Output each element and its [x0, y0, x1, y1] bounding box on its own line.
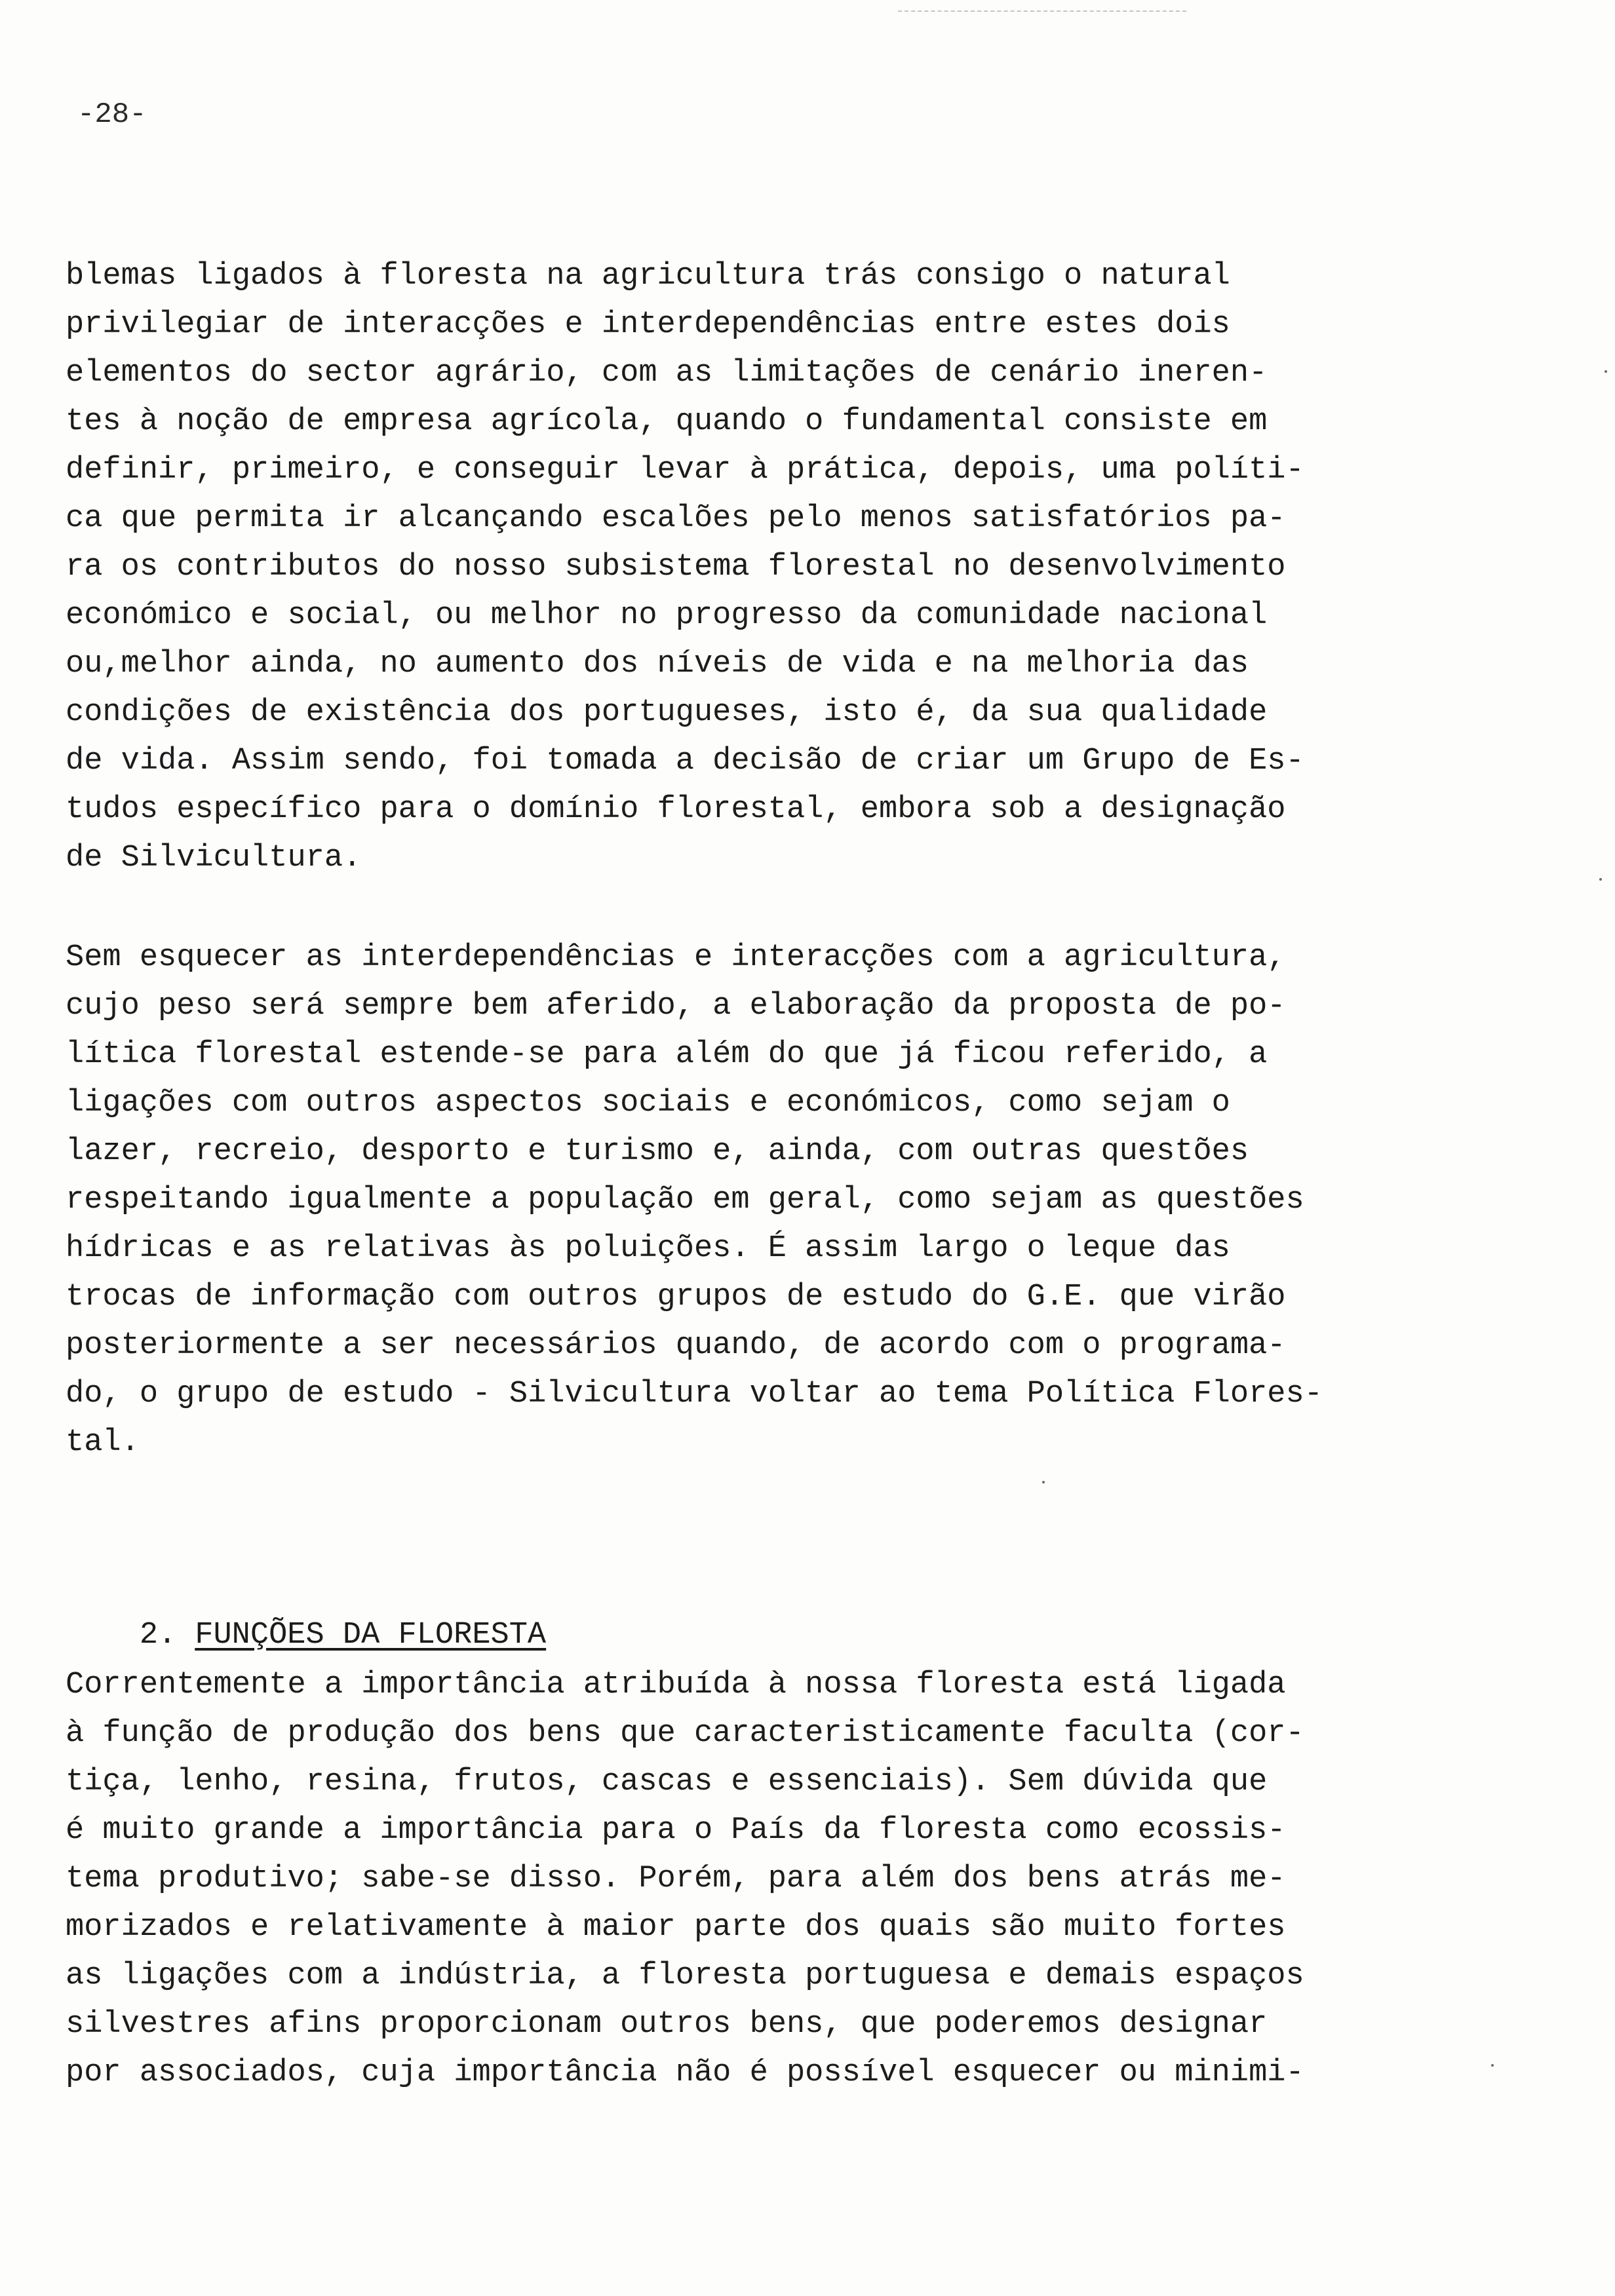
paragraph-line: à função de produção dos bens que caracteristicamente faculta (cor-	[66, 1716, 1304, 1751]
paragraph-line: é muito grande a importância para o País da floresta como ecossis-	[66, 1813, 1286, 1848]
paragraph-1	[66, 252, 1416, 883]
paragraph-line: morizados e relativamente à maior parte dos quais são muito fortes	[66, 1910, 1286, 1945]
scan-speck	[1491, 2064, 1494, 2067]
paragraph-line: ra os contributos do nosso subsistema florestal no desenvolvimento	[66, 550, 1286, 584]
paragraph-line: do, o grupo de estudo - Silvicultura voltar ao tema Política Flores-	[66, 1377, 1323, 1411]
paragraph-line: hídricas e as relativas às poluições. É assim largo o leque das	[66, 1231, 1230, 1266]
scan-speck	[1605, 370, 1607, 373]
paragraph-line: condições de existência dos portugueses, isto é, da sua qualidade	[66, 695, 1268, 730]
paragraph-line: tal.	[66, 1425, 140, 1460]
paragraph-line: cujo peso será sempre bem aferido, a elaboração da proposta de po-	[66, 989, 1286, 1024]
paragraph-line: tiça, lenho, resina, frutos, cascas e essenciais). Sem dúvida que	[66, 1765, 1268, 1799]
paragraph-line: posteriormente a ser necessários quando, de acordo com o programa-	[66, 1328, 1286, 1363]
paragraph-line: privilegiar de interacções e interdependências entre estes dois	[66, 307, 1230, 342]
paragraph-line: as ligações com a indústria, a floresta portuguesa e demais espaços	[66, 1959, 1304, 1993]
scan-top-rule	[898, 10, 1186, 12]
paragraph-line: lazer, recreio, desporto e turismo e, ainda, com outras questões	[66, 1134, 1249, 1169]
paragraph-line: blemas ligados à floresta na agricultura trás consigo o natural	[66, 259, 1230, 294]
paragraph-line: tudos específico para o domínio florestal, embora sob a designação	[66, 792, 1286, 827]
section-title: FUNÇÕES DA FLORESTA	[195, 1618, 547, 1653]
paragraph-line: ligações com outros aspectos sociais e económicos, como sejam o	[66, 1086, 1230, 1120]
paragraph-line: Correntemente a importância atribuída à nossa floresta está ligada	[66, 1668, 1286, 1702]
paragraph-line: de Silvicultura.	[66, 841, 362, 875]
paragraph-3	[66, 1661, 1416, 2097]
paragraph-line: tema produtivo; sabe-se disso. Porém, para além dos bens atrás me-	[66, 1862, 1286, 1896]
section-number: 2.	[139, 1618, 177, 1653]
paragraph-line: Sem esquecer as interdependências e interacções com a agricultura,	[66, 940, 1286, 975]
paragraph-2	[66, 934, 1416, 1467]
paragraph-line: de vida. Assim sendo, foi tomada a decisão de criar um Grupo de Es-	[66, 744, 1304, 778]
paragraph-line: económico e social, ou melhor no progresso da comunidade nacional	[66, 598, 1268, 633]
page-number: -28-	[77, 98, 147, 131]
scan-speck	[1042, 1481, 1045, 1483]
paragraph-line: lítica florestal estende-se para além do que já ficou referido, a	[66, 1037, 1268, 1072]
scan-speck	[1599, 878, 1602, 881]
paragraph-line: tes à noção de empresa agrícola, quando o fundamental consiste em	[66, 404, 1268, 439]
paragraph-line: silvestres afins proporcionam outros bens, que poderemos designar	[66, 2007, 1268, 2042]
paragraph-line: elementos do sector agrário, com as limitações de cenário ineren-	[66, 356, 1268, 391]
paragraph-line: por associados, cuja importância não é possível esquecer ou minimi-	[66, 2056, 1304, 2090]
paragraph-line: ca que permita ir alcançando escalões pelo menos satisfatórios pa-	[66, 501, 1286, 536]
paragraph-line: trocas de informação com outros grupos de estudo do G.E. que virão	[66, 1280, 1286, 1314]
paragraph-line: respeitando igualmente a população em geral, como sejam as questões	[66, 1183, 1304, 1217]
paragraph-line: ou,melhor ainda, no aumento dos níveis de vida e na melhoria das	[66, 647, 1249, 681]
paragraph-line: definir, primeiro, e conseguir levar à prática, depois, uma políti-	[66, 453, 1304, 488]
